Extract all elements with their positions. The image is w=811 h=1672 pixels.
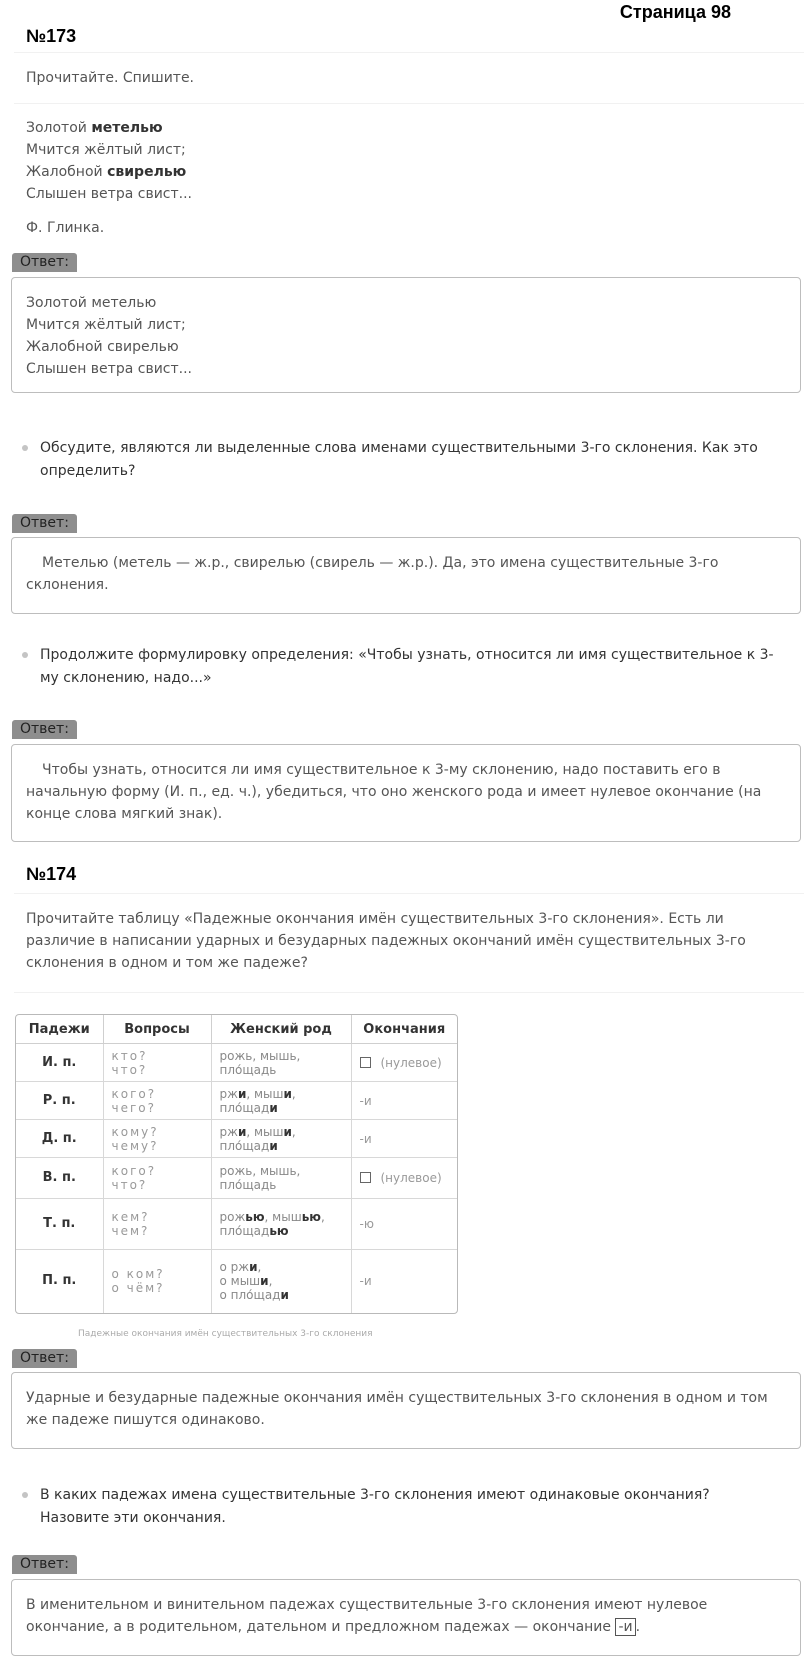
table-header: Падежи <box>16 1015 103 1044</box>
answer-label: Ответ: <box>12 720 77 739</box>
words-cell: о ржи, о мыши, о пло́щади <box>211 1250 351 1313</box>
poem-line: Золотой метелью <box>26 120 163 136</box>
poem <box>26 117 192 205</box>
case-cell: Д. п. <box>16 1120 103 1158</box>
words-cell: рожь, мышь, пло́щадь <box>211 1044 351 1082</box>
words-cell: ржи, мыши, пло́щади <box>211 1082 351 1120</box>
answer-text: В именительном и винительном падежах существительные 3-го склонения имеют нулевое окончание, а в родительном, дательном и предложном падежах — окончание <box>26 1597 708 1635</box>
answer-label: Ответ: <box>12 514 77 533</box>
ending-cell: -и <box>359 1274 372 1289</box>
questions-cell: о ком? о чём? <box>103 1250 211 1313</box>
page-number: Страница 98 <box>619 2 731 22</box>
empty-square-icon <box>360 1172 371 1183</box>
case-cell: П. п. <box>16 1250 103 1313</box>
table-row <box>16 1250 457 1313</box>
exercise-174-task <box>14 893 804 993</box>
poem-line: Жалобной свирелью <box>26 164 187 180</box>
questions-cell: кому? чему? <box>103 1120 211 1158</box>
answer-text: Ударные и безударные падежные окончания имён существительных 3-го склонения в одном и том же падеже пишутся одинаково. <box>26 1390 768 1428</box>
poem-line: Слышен ветра свист... <box>26 186 192 202</box>
table-header: Вопросы <box>103 1015 211 1044</box>
answer-line: Слышен ветра свист... <box>26 361 192 377</box>
empty-square-icon <box>360 1057 371 1068</box>
answer-box: В именительном и винительном падежах существительные 3-го склонения имеют нулевое окончание, а в родительном, дательном и предложном падежах — окончание -и . <box>11 1579 801 1656</box>
exercise-174-number: №174 <box>26 864 77 884</box>
questions-cell: кого? чего? <box>103 1082 211 1120</box>
case-cell: Т. п. <box>16 1199 103 1250</box>
answer-line: Золотой метелью <box>26 295 157 311</box>
poem-author: Ф. Глинка. <box>26 220 105 236</box>
answer-line: Жалобной свирелью <box>26 339 179 355</box>
poem-line: Мчится жёлтый лист; <box>26 142 186 158</box>
endings-table <box>15 1014 458 1314</box>
table-row <box>16 1044 457 1082</box>
ending-cell: (нулевое) <box>351 1158 457 1199</box>
table-header: Окончания <box>351 1015 457 1044</box>
task-text: Прочитайте. Спишите. <box>26 70 195 86</box>
ending-cell: (нулевое) <box>351 1044 457 1082</box>
table-row <box>16 1199 457 1250</box>
boxed-ending: -и <box>615 1618 635 1636</box>
questions-cell: кто? что? <box>103 1044 211 1082</box>
answer-line: Мчится жёлтый лист; <box>26 317 186 333</box>
question-bullet <box>22 644 782 690</box>
exercise-173-number: №173 <box>26 26 77 46</box>
answer-box <box>11 537 801 614</box>
answer-text: Метелью (метель — ж.р., свирелью (свирель — ж.р.). Да, это имена существительные 3-го склонения. <box>26 555 719 593</box>
ending-cell: -ю <box>351 1199 457 1250</box>
case-cell: В. п. <box>16 1158 103 1199</box>
question-bullet <box>22 437 782 483</box>
table-header: Женский род <box>211 1015 351 1044</box>
answer-box <box>11 1372 801 1449</box>
question-text: В каких падежах имена существительные 3-го склонения имеют одинаковые окончания? Назовите эти окончания. <box>40 1487 710 1526</box>
ending-cell: -и <box>351 1082 457 1120</box>
table-row <box>16 1082 457 1120</box>
words-cell: рожь, мышь, пло́щадь <box>211 1158 351 1199</box>
answer-label: Ответ: <box>12 1555 77 1574</box>
words-cell: рожью, мышью, пло́щадью <box>211 1199 351 1250</box>
question-text: Продолжите формулировку определения: «Чтобы узнать, относится ли имя существительное к 3-му склонению, надо...» <box>40 647 774 686</box>
questions-cell: кого? что? <box>103 1158 211 1199</box>
question-text: Обсудите, являются ли выделенные слова именами существительными 3-го склонения. Как это определить? <box>40 440 758 479</box>
ending-cell: -и <box>351 1120 457 1158</box>
answer-text: Чтобы узнать, относится ли имя существительное к 3-му склонению, надо поставить его в начальную форму (И. п., ед. ч.), убедиться, что оно женского рода и имеет нулевое окончание (на конце слова мягкий знак). <box>26 762 762 822</box>
task-text: Прочитайте таблицу «Падежные окончания имён существительных 3-го склонения». Есть ли различие в написании ударных и безударных падежных окончаний имён существительных 3-го склонения в одном и том же падеже? <box>26 911 746 971</box>
table-row <box>16 1120 457 1158</box>
case-cell: И. п. <box>16 1044 103 1082</box>
exercise-173-task <box>14 52 804 104</box>
answer-label: Ответ: <box>12 1349 77 1368</box>
answer-box <box>11 277 801 393</box>
table-row <box>16 1158 457 1199</box>
answer-label: Ответ: <box>12 253 77 272</box>
case-cell: Р. п. <box>16 1082 103 1120</box>
table-caption: Падежные окончания имён существительных 3-го склонения <box>78 1329 373 1339</box>
questions-cell: кем? чем? <box>103 1199 211 1250</box>
question-bullet <box>22 1484 782 1530</box>
answer-box <box>11 744 801 842</box>
words-cell: ржи, мыши, пло́щади <box>211 1120 351 1158</box>
